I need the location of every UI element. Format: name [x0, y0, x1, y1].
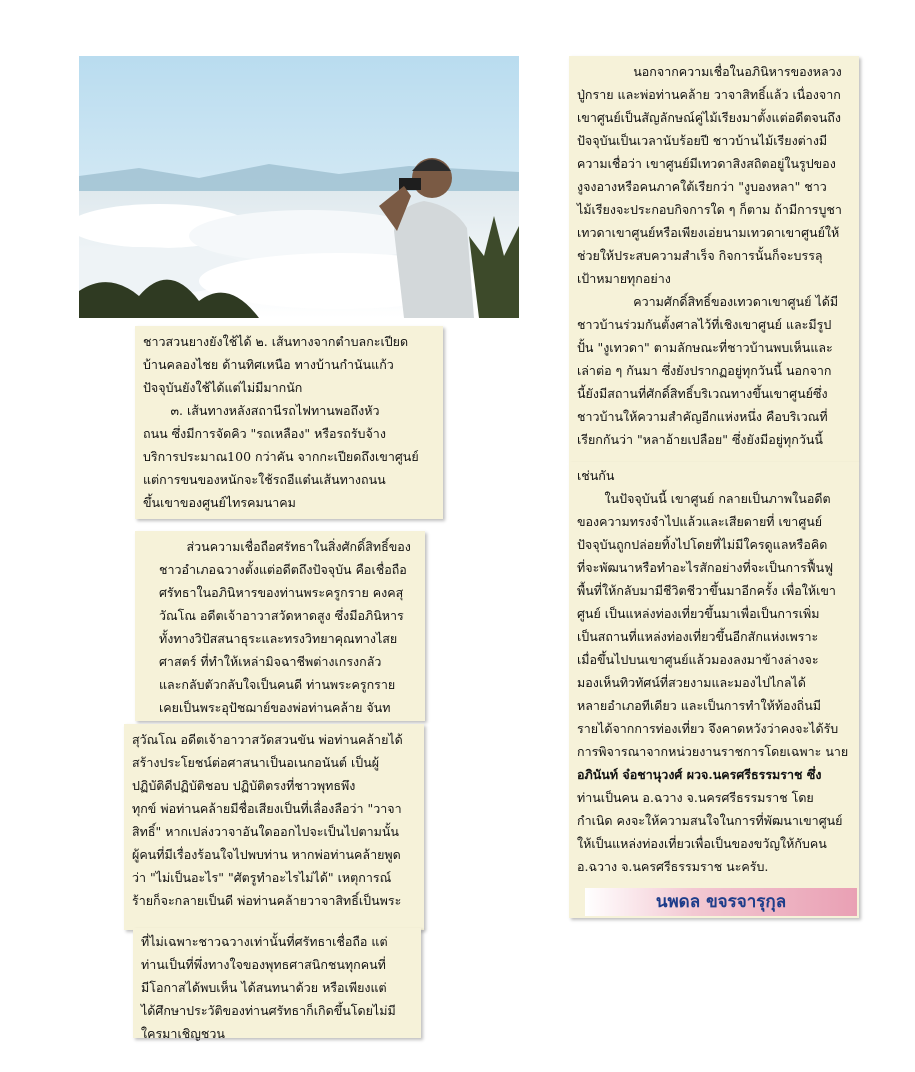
- text-line: ปฏิบัติดีปฏิบัติชอบ ปฏิบัติตรงที่ชาวพุทธพึง: [132, 778, 356, 793]
- text-line: ความศักดิ์สิทธิ์ของเทวดาเขาศูนย์ ได้มี: [633, 294, 839, 309]
- text-line: ให้เป็นแหล่งท่องเที่ยวเพื่อเป็นของขวัญให้กับคน: [577, 836, 827, 851]
- text-line: ที่จะพัฒนาหรือทำอะไรสักอย่างที่จะเป็นการฟื้นฟู: [577, 560, 834, 575]
- text-line: ทั้งทางวิปัสสนาธุระและทรงวิทยาคุณทางไสย: [159, 631, 398, 646]
- text-line: เป้าหมายทุกอย่าง: [577, 271, 671, 286]
- text-line: เคยเป็นพระอุปัชฌาย์ของพ่อท่านคล้าย จันท: [159, 700, 391, 715]
- text-line: หลายอำเภอทีเดียว และเป็นการทำให้ท้องถิ่นมี: [577, 698, 822, 713]
- text-line: แต่การขนของหนักจะใช้รถอีแต๋นเส้นทางถนน: [143, 472, 386, 487]
- text-line: บริการประมาณ100 กว่าคัน จากกะเปียดถึงเขาศูนย์: [143, 449, 419, 464]
- text-line: มองเห็นทิวทัศน์ที่สวยงามและมองไปไกลได้: [577, 675, 806, 690]
- text-line: อภินันท์ จ๋อชานุวงศ์ ผวจ.นครศรีธรรมราช ซึ่ง: [577, 767, 822, 782]
- text-line: ปู่กราย และพ่อท่านคล้าย วาจาสิทธิ์แล้ว เนื่องจาก: [577, 87, 841, 102]
- text-line: ว่า "ไม่เป็นอะไร" "ศัตรูทำอะไรไม่ได้" เหตุการณ์: [132, 870, 392, 885]
- text-line: ปัจจุบันเป็นเวลานับร้อยปี ชาวบ้านไม้เรียงต่างมี: [577, 133, 828, 148]
- text-line: ศูนย์ เป็นแหล่งท่องเที่ยวขึ้นมาเพื่อเป็นการเพิ่ม: [577, 606, 820, 621]
- text-line: นี้ยังมีสถานที่ศักดิ์สิทธิ์บริเวณทางขึ้นเขาศูนย์ซึ่ง: [577, 386, 828, 401]
- text-block-khao-sun-deity: [569, 56, 859, 462]
- text-line: กำเนิด คงจะให้ความสนใจในการที่พัฒนาเขาศูนย์: [577, 813, 843, 828]
- photo-illustration: [79, 56, 519, 318]
- text-line: ทุกข์ พ่อท่านคล้ายมีชื่อเสียงเป็นที่เลื่องลือว่า "วาจา: [132, 801, 402, 816]
- text-line: สุวัณโณ อดีตเจ้าอาวาสวัดสวนขัน พ่อท่านคล้ายได้: [132, 732, 403, 747]
- text-line: เทวดาเขาศูนย์หรือเพียงเอ่ยนามเทวดาเขาศูนย์ให้: [577, 225, 840, 240]
- text-line: เป็นสถานที่แหล่งท่องเที่ยวขึ้นอีกสักแห่งเพราะ: [577, 629, 819, 644]
- text-line: ศาสตร์ ที่ทำให้เหล่ามิจฉาชีพต่างเกรงกลัว: [159, 654, 382, 669]
- text-line: ปัจจุบันยังใช้ได้แต่ไม่มีมากนัก: [143, 380, 303, 395]
- text-line: ได้ศึกษาประวัติของท่านศรัทธาก็เกิดขึ้นโดยไม่มี: [141, 1003, 396, 1018]
- text-line: รายได้จากการท่องเที่ยว จึงคาดหวังว่าคงจะได้รับ: [577, 721, 839, 736]
- text-line: ๓. เส้นทางหลังสถานีรถไฟทานพอถึงหัว: [170, 403, 380, 418]
- text-line: เรียกกันว่า "หลาอ้ายเปลือย" ซึ่งยังมีอยู่ทุกวันนี้: [577, 432, 823, 447]
- text-line: ชาวบ้านให้ความสำคัญอีกแห่งหนึ่ง คือบริเวณที่: [577, 409, 828, 424]
- text-block-faith: [133, 928, 421, 1041]
- text-line: ท่านเป็นที่พึ่งทางใจของพุทธศาสนิกชนทุกคนที่: [141, 957, 386, 972]
- text-line: อ.ฉวาง จ.นครศรีธรรมราช นะครับ.: [577, 859, 769, 874]
- text-line: ในปัจจุบันนี้ เขาศูนย์ กลายเป็นภาพในอดีต: [604, 491, 831, 506]
- text-line: ใครมาเชิญชวน: [141, 1026, 225, 1041]
- text-line: เช่นกัน: [577, 468, 615, 483]
- text-line: ท่านเป็นคน อ.ฉวาง จ.นครศรีธรรมราช โดย: [577, 790, 814, 805]
- text-line: เขาศูนย์เป็นสัญลักษณ์คู่ไม้เรียงมาตั้งแต่อดีตจนถึง: [577, 110, 841, 125]
- text-line: เมื่อขึ้นไปบนเขาศูนย์แล้วมองลงมาข้างล่างจะ: [577, 652, 819, 667]
- text-line: ถนน ซึ่งมีการจัดคิว "รถเหลือง" หรือรถรับจ้าง: [143, 426, 386, 441]
- text-line: ของความทรงจำไปแล้วและเสียดายที่ เขาศูนย์: [577, 514, 823, 529]
- text-line: นอกจากความเชื่อในอภินิหารของหลวง: [633, 64, 842, 79]
- text-block-routes: [135, 326, 443, 519]
- text-line: เล่าต่อ ๆ กันมา ซึ่งยังปรากฏอยู่ทุกวันนี้ นอกจาก: [577, 363, 832, 378]
- text-line: ชาวบ้านร่วมกันตั้งศาลไว้ที่เชิงเขาศูนย์ และมีรูป: [577, 317, 832, 332]
- text-line: ไม้เรียงจะประกอบกิจการใด ๆ ก็ตาม ถ้ามีการบูชา: [577, 202, 842, 217]
- text-line: ปัจจุบันถูกปล่อยทิ้งไปโดยที่ไม่มีใครดูแลหรือคิด: [577, 537, 828, 552]
- text-line: ศรัทธาในอภินิหารของท่านพระครูกราย คงคสุ: [159, 585, 404, 600]
- text-line: ปั้น "งูเทวดา" ตามลักษณะที่ชาวบ้านพบเห็นและ: [577, 340, 833, 355]
- text-block-beliefs: [135, 531, 425, 721]
- text-line: การพิจารณาจากหน่วยงานราชการโดยเฉพาะ นาย: [577, 744, 849, 759]
- text-line: ความเชื่อว่า เขาศูนย์มีเทวดาสิงสถิตอยู่ในรูปของ: [577, 156, 836, 171]
- text-line: ส่วนความเชื่อถือศรัทธาในสิ่งศักดิ์สิทธิ์ของ: [186, 539, 411, 554]
- text-line: พื้นที่ให้กลับมามีชีวิตชีวาขึ้นมาอีกครั้ง เพื่อให้เขา: [577, 583, 836, 598]
- text-line: วัณโณ อดีตเจ้าอาวาสวัดหาดสูง ซึ่งมีอภินิหาร: [159, 608, 404, 623]
- text-line: ช่วยให้ประสบความสำเร็จ กิจการนั้นก็จะบรรลุ: [577, 248, 823, 263]
- text-line: ผู้คนที่มีเรื่องร้อนใจไปพบท่าน หากพ่อท่านคล้ายพูด: [132, 847, 401, 862]
- text-line: ขึ้นเขาของศูนย์ไทรคมนาคม: [143, 495, 296, 510]
- text-block-por-than-khlai: [124, 724, 424, 930]
- text-block-present-day: [569, 462, 859, 918]
- text-line: มีโอกาสได้พบเห็น ได้สนทนาด้วย หรือเพียงแต่: [141, 980, 387, 995]
- text-line: บ้านคลองไชย ด้านทิศเหนือ ทางบ้านกำนันแก้ว: [143, 357, 394, 372]
- text-line: ที่ไม่เฉพาะชาวฉวางเท่านั้นที่ศรัทธาเชื่อถือ แต่: [141, 934, 388, 949]
- text-line: ชาวอำเภอฉวางตั้งแต่อดีตถึงปัจจุบัน คือเชื่อถือ: [159, 562, 407, 577]
- text-line: งูจงอางหรือคนภาคใต้เรียกว่า "งูบองหลา" ชาว: [577, 179, 827, 194]
- text-line: และกลับตัวกลับใจเป็นคนดี ท่านพระครูกราย: [159, 677, 396, 692]
- author-byline: นพดล ขจรจารุกุล: [585, 888, 857, 916]
- hero-photo: [79, 56, 519, 318]
- text-line: ร้ายก็จะกลายเป็นดี พ่อท่านคล้ายวาจาสิทธิ์เป็นพระ: [132, 893, 402, 908]
- text-line: ชาวสวนยางยังใช้ได้ ๒. เส้นทางจากตำบลกะเปียด: [143, 334, 409, 349]
- text-line: สร้างประโยชน์ต่อศาสนาเป็นอเนกอนันต์ เป็นผู้: [132, 755, 380, 770]
- text-line: สิทธิ์" หากเปล่งวาจาอันใดออกไปจะเป็นไปตามนั้น: [132, 824, 399, 839]
